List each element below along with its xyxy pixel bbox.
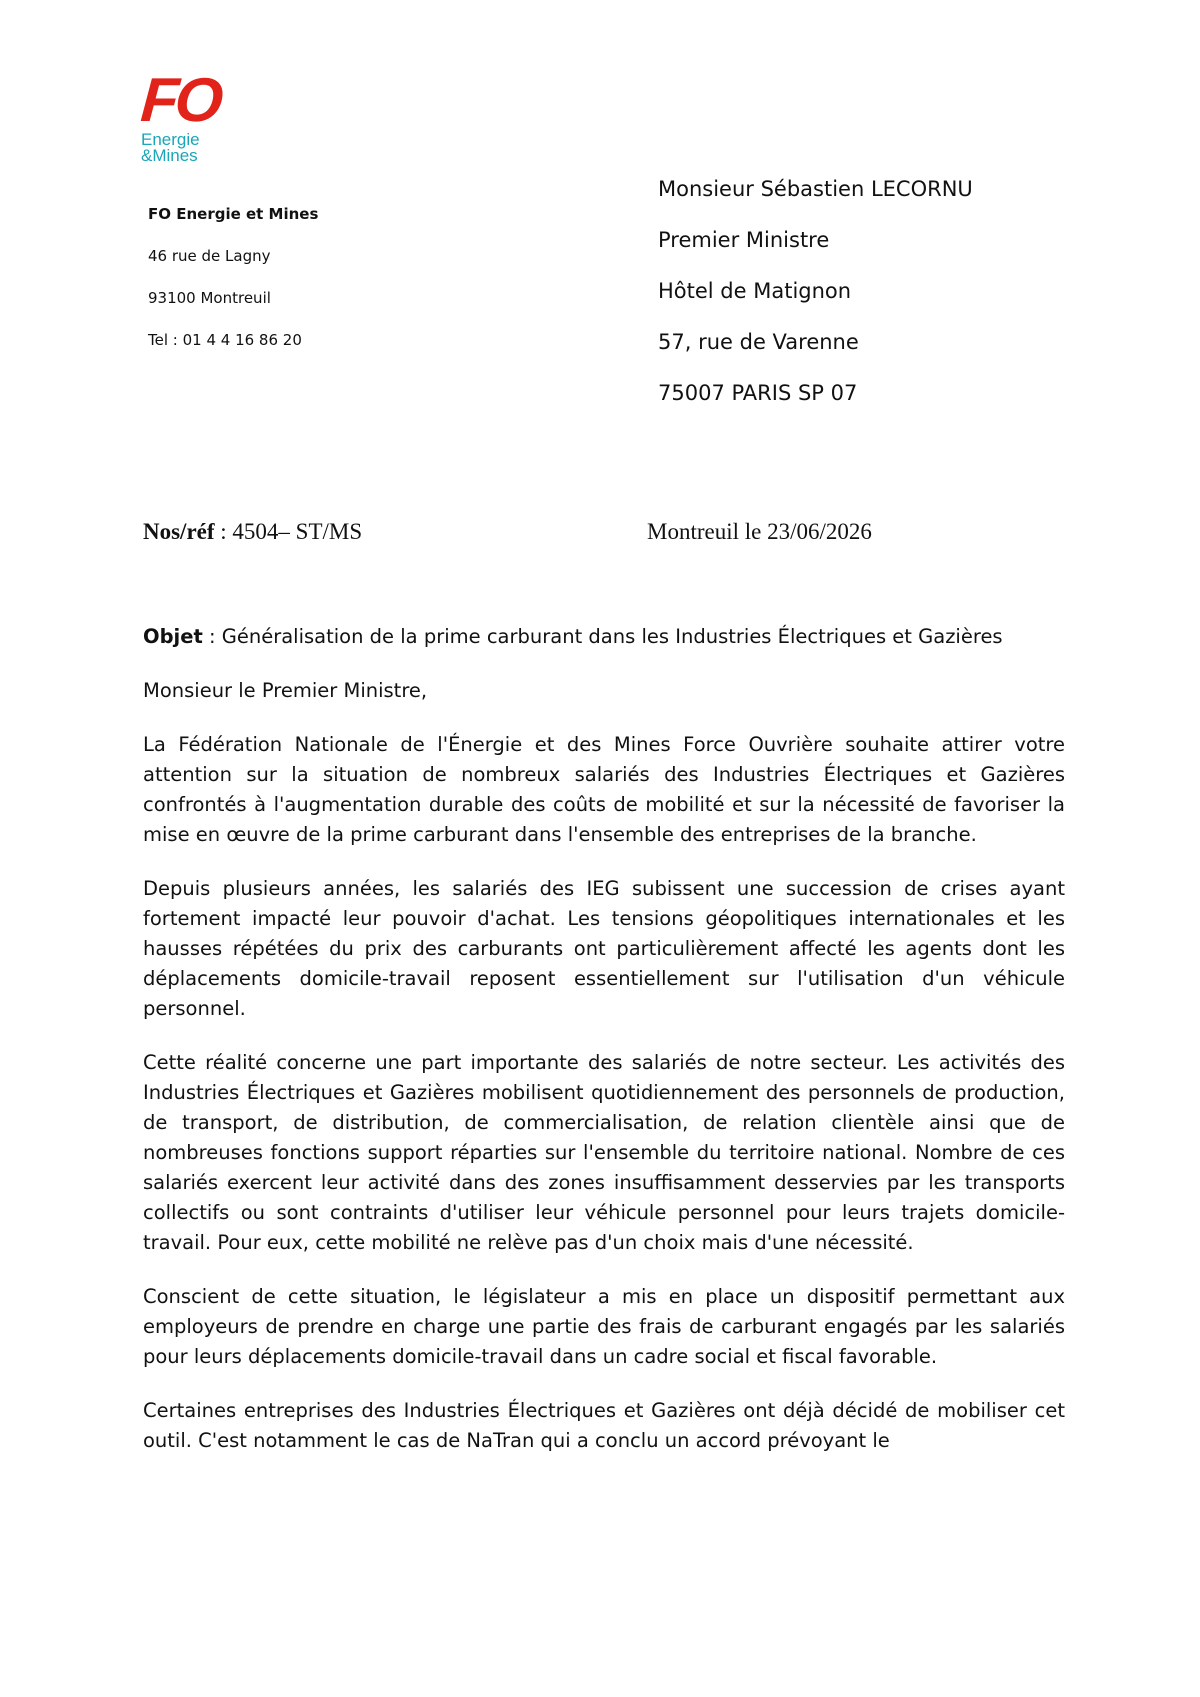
reference-line [143,519,362,545]
paragraph-4: Conscient de cette situation, le législateur a mis en place un dispositif permettant aux employeurs de prendre en charge une partie des frais de carburant engagés par les salariés pour leurs déplacements domicile-travail dans un cadre social et fiscal favorable. [143,1285,1065,1368]
subject-line [143,622,1065,652]
subject-label: Objet [143,625,203,648]
sender-tel: Tel : 01 4 4 16 86 20 [148,331,302,349]
recipient-city: 75007 PARIS SP 07 [658,381,858,405]
logo-line-mines: &Mines [141,146,198,165]
recipient-building: Hôtel de Matignon [658,279,852,303]
letter-date: Montreuil le 23/06/2026 [647,519,872,544]
fo-logo [138,66,241,170]
logo-fo-mark: FO [138,66,222,135]
recipient-street: 57, rue de Varenne [658,330,859,354]
sender-address-block [148,204,318,372]
reference-label: Nos/réf [143,519,215,544]
sender-city: 93100 Montreuil [148,289,271,307]
paragraph-5: Certaines entreprises des Industries Électriques et Gazières ont déjà décidé de mobiliser cet outil. C'est notamment le cas de NaTran qui a conclu un accord prévoyant le [143,1399,1065,1452]
sender-org: FO Energie et Mines [148,205,319,223]
paragraph-1: La Fédération Nationale de l'Énergie et des Mines Force Ouvrière souhaite attirer votre attention sur la situation de nombreux salariés des Industries Électriques et Gazières confrontés à l'augmentation durable des coûts de mobilité et sur la nécessité de favoriser la mise en œuvre de la prime carburant dans l'ensemble des entreprises de la branche. [143,733,1065,846]
salutation: Monsieur le Premier Ministre, [143,679,428,702]
recipient-name: Monsieur Sébastien LECORNU [658,177,973,201]
letter-body [143,622,1065,1480]
paragraph-3: Cette réalité concerne une part importante des salariés de notre secteur. Les activités des Industries Électriques et Gazières mobilisent quotidiennement des personnels de production, de transport, de distribution, de commercialisation, de relation clientèle ainsi que de nombreuses fonctions support réparties sur l'ensemble du territoire national. Nombre de ces salariés exercent leur activité dans des zones insuffisamment desservies par les transports collectifs ou sont contraints d'utiliser leur véhicule personnel pour leurs trajets domicile-travail. Pour eux, cette mobilité ne relève pas d'un choix mais d'une nécessité. [143,1051,1065,1254]
recipient-title: Premier Ministre [658,228,830,252]
logo-line-energie: Energie [141,130,200,149]
reference-value: : 4504– ST/MS [214,519,363,544]
sender-street: 46 rue de Lagny [148,247,271,265]
paragraph-2: Depuis plusieurs années, les salariés des IEG subissent une succession de crises ayant fortement impacté leur pouvoir d'achat. Les tensions géopolitiques internationales et les hausses répétées du prix des carburants ont particulièrement affecté les agents dont les déplacements domicile-travail reposent essentiellement sur l'utilisation d'un véhicule personnel. [143,877,1065,1020]
subject-text: : Généralisation de la prime carburant dans les Industries Électriques et Gazières [202,625,1003,648]
recipient-address-block [658,176,973,431]
